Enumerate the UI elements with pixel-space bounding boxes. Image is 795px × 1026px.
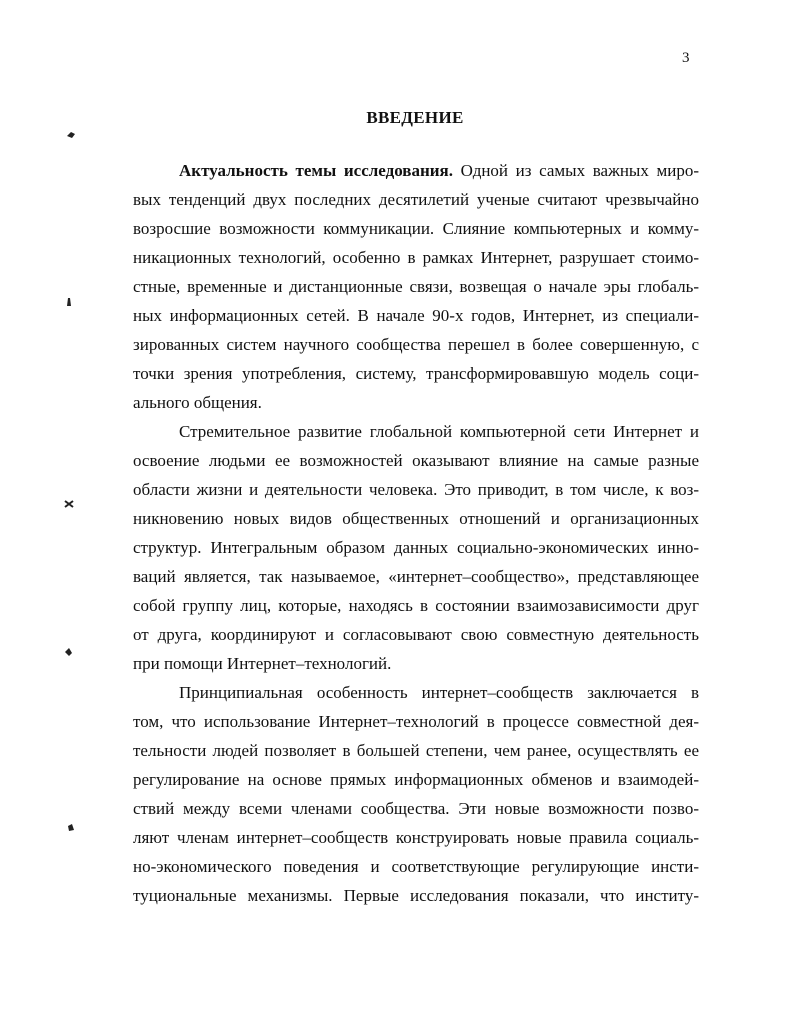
paragraph-line: туциональные механизмы. Первые исследования показали, что институ- [133,886,699,905]
paragraph-line: возросшие возможности коммуникации. Слияние компьютерных и комму- [133,219,699,238]
paragraph-line: ляют членам интернет–сообществ конструировать новые правила социаль- [133,828,699,847]
paragraph-line: стные, временные и дистанционные связи, возвещая о начале эры глобаль- [133,277,699,296]
paragraph-line: тельности людей позволяет в большей степени, чем ранее, осуществлять ее [133,741,699,760]
paragraph-line-text: Одной из самых важных миро- [453,161,699,180]
paragraph-line: области жизни и деятельности человека. Это приводит, в том числе, к воз- [133,480,699,499]
page-title: ВВЕДЕНИЕ [366,108,464,127]
paragraph-line: но-экономического поведения и соответствующие регулирующие инсти- [133,857,699,876]
lead-phrase: Актуальность темы исследования. [179,161,453,180]
scan-mark-icon [64,647,74,657]
paragraph-line: никационных технологий, особенно в рамках Интернет, разрушает стоимо- [133,248,699,267]
paragraph-line: никновению новых видов общественных отношений и организационных [133,509,699,528]
paragraph-line: ального общения. [133,393,262,412]
paragraph-line: точки зрения употребления, систему, трансформировавшую модель соци- [133,364,699,383]
paragraph-line: от друга, координируют и согласовывают свою совместную деятельность [133,625,699,644]
page-number: 3 [682,50,690,66]
paragraph-line: ных информационных сетей. В начале 90-х годов, Интернет, из специали- [133,306,699,325]
paragraph-line: зированных систем научного сообщества перешел в более совершенную, с [133,335,699,354]
paragraph-line: собой группу лиц, которые, находясь в состоянии взаимозависимости друг [133,596,699,615]
body-text [133,156,699,910]
scan-mark-icon [64,499,74,509]
paragraph-line: Принципиальная особенность интернет–сообществ заключается в [179,683,699,702]
paragraph-2 [133,417,699,678]
scan-mark-icon [66,823,76,833]
paragraph-line: регулирование на основе прямых информационных обменов и взаимодей- [133,770,699,789]
paragraph-line: освоение людьми ее возможностей оказывают влияние на самые разные [133,451,699,470]
paragraph-line: ваций является, так называемое, «интернет–сообщество», представляющее [133,567,699,586]
scan-mark-icon [66,130,76,140]
paragraph-3 [133,678,699,910]
paragraph-line: вых тенденций двух последних десятилетий ученые считают чрезвычайно [133,190,699,209]
paragraph-1 [133,156,699,417]
scan-mark-icon [64,297,74,307]
paragraph-line: том, что использование Интернет–технологий в процессе совместной дея- [133,712,699,731]
paragraph-line [133,156,699,185]
paragraph-line: при помощи Интернет–технологий. [133,654,392,673]
paragraph-line: структур. Интегральным образом данных социально-экономических инно- [133,538,699,557]
paragraph-line: Стремительное развитие глобальной компьютерной сети Интернет и [179,422,699,441]
paragraph-line: ствий между всеми членами сообщества. Эти новые возможности позво- [133,799,699,818]
